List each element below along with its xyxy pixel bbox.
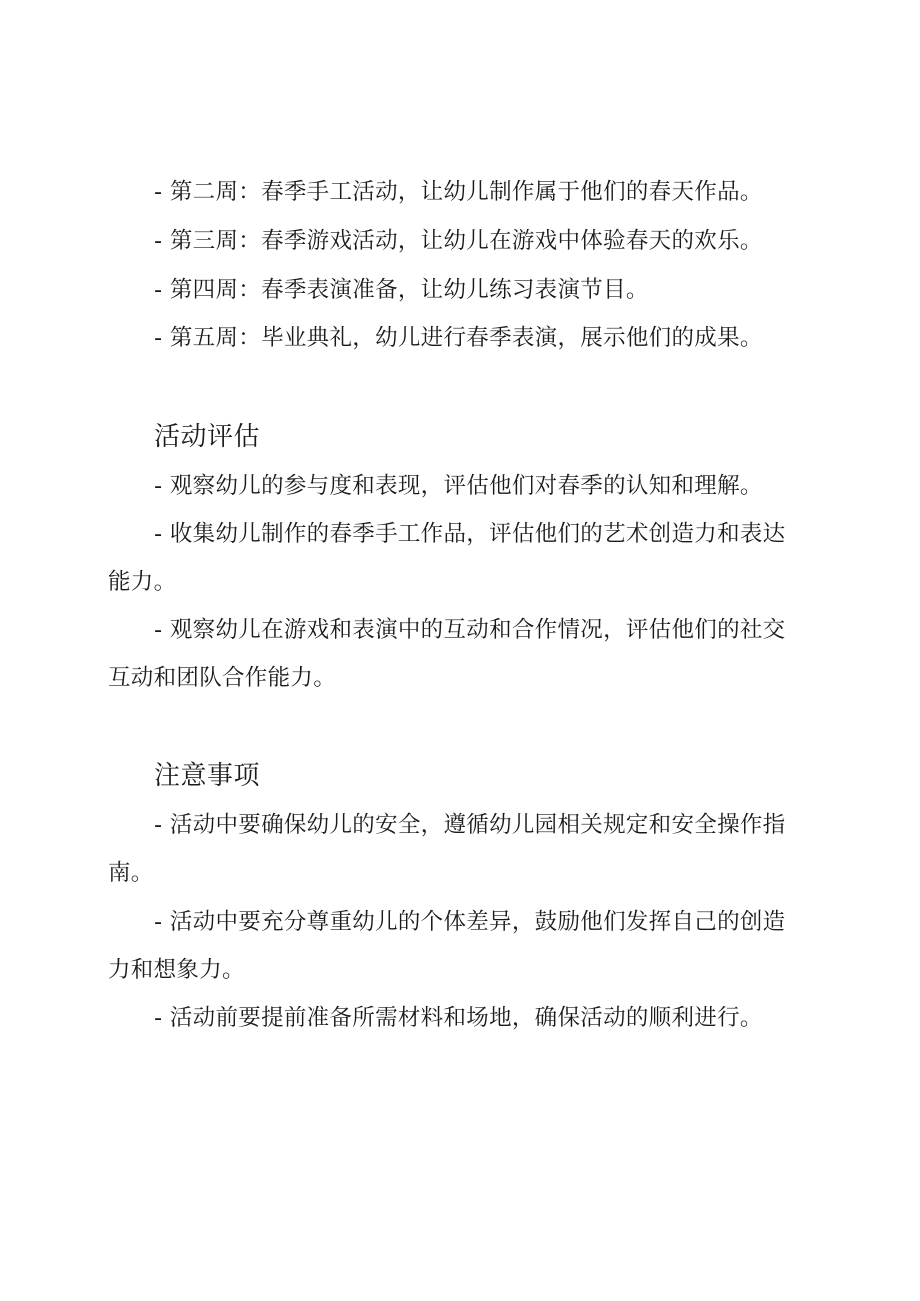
schedule-item-week5: - 第五周：毕业典礼，幼儿进行春季表演，展示他们的成果。 xyxy=(154,325,763,351)
notes-item-2: - 活动中要充分尊重幼儿的个体差异，鼓励他们发挥自己的创造力和想象力。 xyxy=(108,909,786,983)
evaluation-heading: 活动评估 xyxy=(154,422,261,452)
notes-item-1: - 活动中要确保幼儿的安全，遵循幼儿园相关规定和安全操作指南。 xyxy=(108,812,786,886)
evaluation-item-3: - 观察幼儿在游戏和表演中的互动和合作情况，评估他们的社交互动和团队合作能力。 xyxy=(108,617,786,691)
notes-item-3: - 活动前要提前准备所需材料和场地，确保活动的顺利进行。 xyxy=(154,1005,763,1031)
evaluation-item-1: - 观察幼儿的参与度和表现，评估他们对春季的认知和理解。 xyxy=(154,473,763,499)
schedule-item-week2: - 第二周：春季手工活动，让幼儿制作属于他们的春天作品。 xyxy=(154,179,763,205)
schedule-item-week4: - 第四周：春季表演准备，让幼儿练习表演节目。 xyxy=(154,277,649,303)
evaluation-item-2: - 收集幼儿制作的春季手工作品，评估他们的艺术创造力和表达能力。 xyxy=(108,521,786,595)
notes-heading: 注意事项 xyxy=(154,761,261,791)
schedule-item-week3: - 第三周：春季游戏活动，让幼儿在游戏中体验春天的欢乐。 xyxy=(154,228,763,254)
